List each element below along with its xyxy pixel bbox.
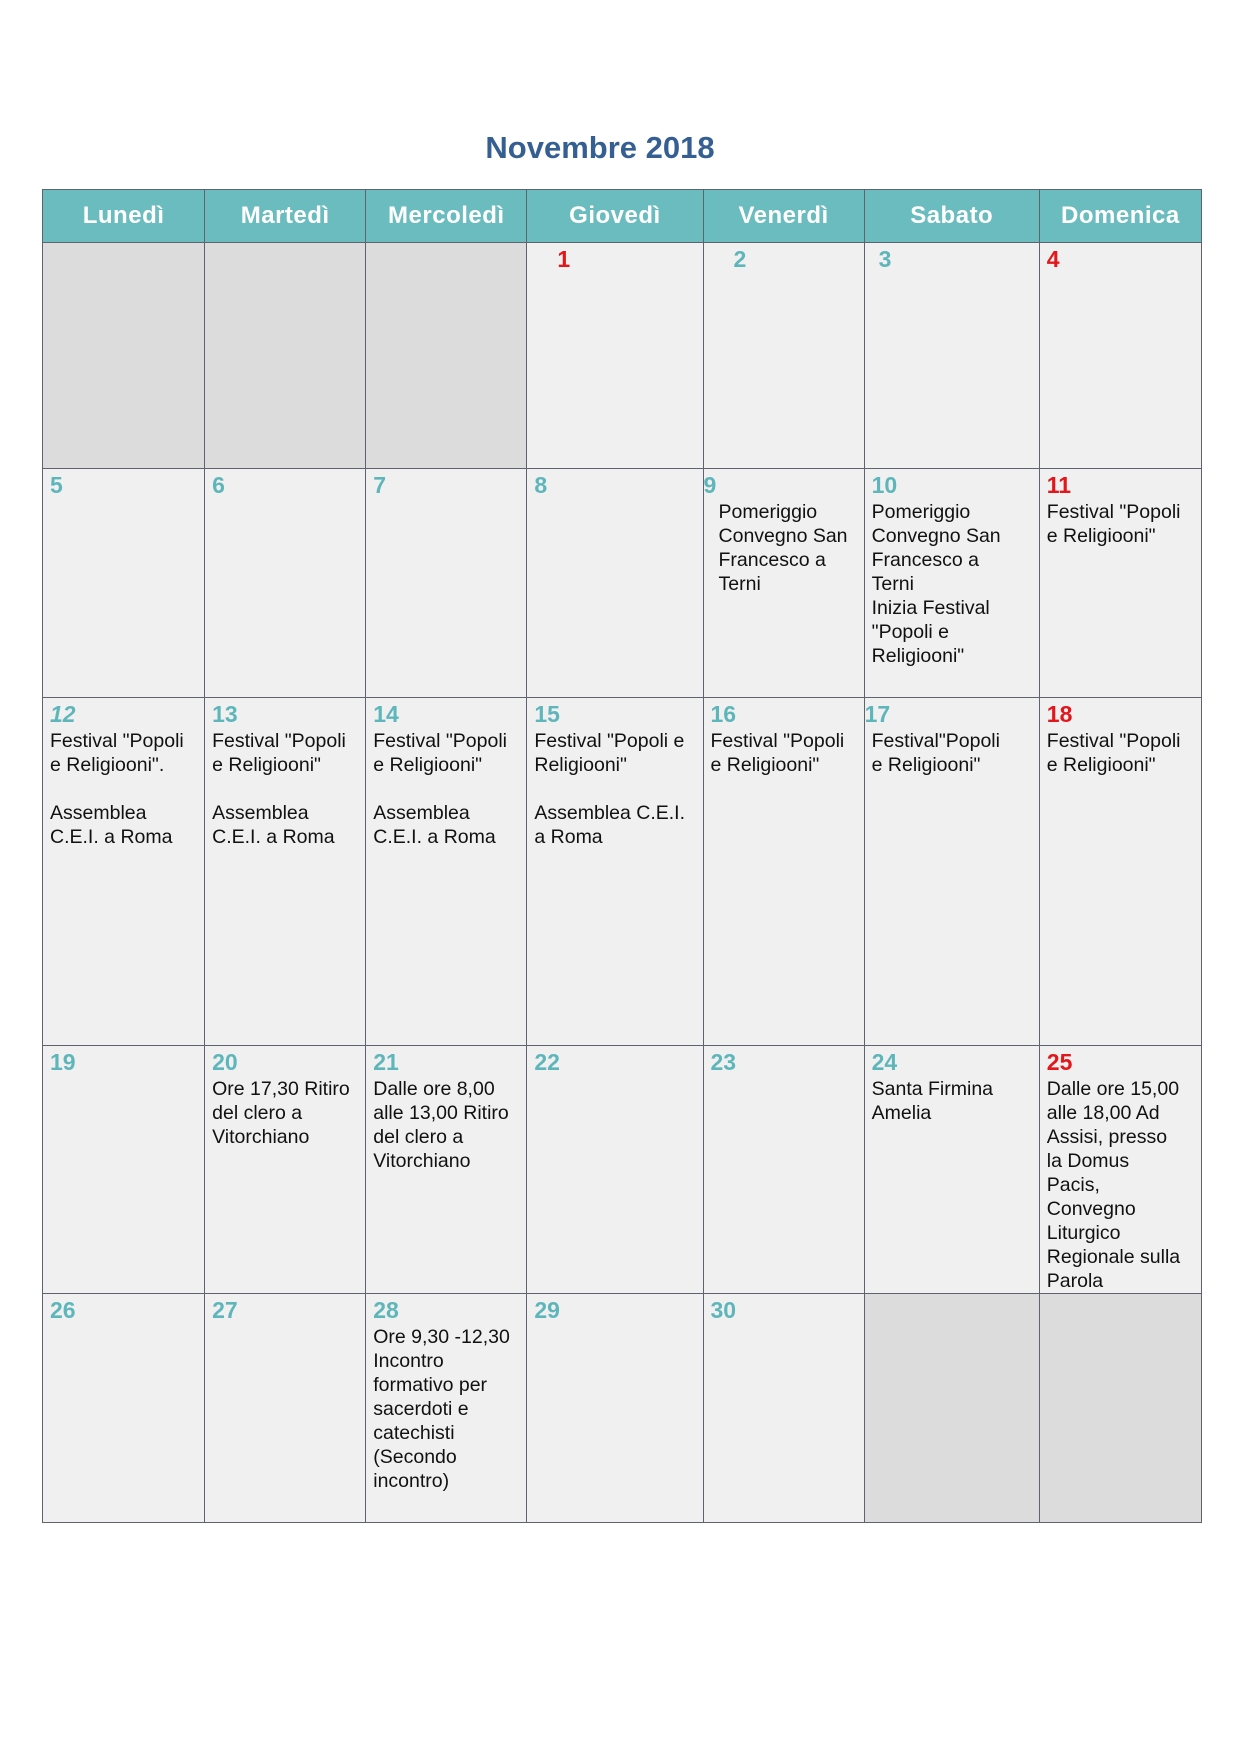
day-events bbox=[527, 1323, 702, 1325]
day-cell bbox=[366, 698, 527, 1046]
day-cell bbox=[703, 243, 864, 469]
day-number: 17 bbox=[864, 701, 891, 727]
day-events bbox=[527, 498, 702, 500]
day-number: 25 bbox=[1046, 1049, 1073, 1075]
day-cell bbox=[527, 698, 703, 1046]
day-events bbox=[366, 498, 526, 500]
day-cell bbox=[366, 469, 527, 698]
weekday-header-sunday: Domenica bbox=[1039, 190, 1201, 243]
day-events bbox=[43, 1075, 204, 1077]
weekday-header-tuesday: Martedì bbox=[205, 190, 366, 243]
day-events bbox=[205, 1323, 365, 1325]
day-cell bbox=[366, 1046, 527, 1294]
day-events bbox=[527, 1075, 702, 1077]
day-cell bbox=[43, 469, 205, 698]
day-events: Festival"Popoli e Religiooni" bbox=[871, 730, 1000, 776]
day-cell bbox=[1039, 243, 1201, 469]
day-number: 16 bbox=[710, 701, 737, 727]
day-events bbox=[865, 272, 1039, 274]
day-events: Festival "Popoli e Religiooni" bbox=[1046, 501, 1181, 547]
empty-day-cell bbox=[43, 243, 205, 469]
day-events bbox=[205, 498, 365, 500]
day-number: 5 bbox=[50, 472, 63, 498]
day-number: 28 bbox=[373, 1297, 399, 1323]
day-number: 10 bbox=[871, 472, 898, 498]
calendar-grid bbox=[42, 189, 1202, 1523]
week-row bbox=[43, 243, 1202, 469]
day-cell bbox=[527, 243, 703, 469]
day-number: 7 bbox=[373, 472, 387, 498]
day-cell bbox=[43, 1046, 205, 1294]
day-cell bbox=[205, 1294, 366, 1523]
day-number: 13 bbox=[212, 701, 238, 727]
day-cell bbox=[527, 1294, 703, 1523]
day-number: 26 bbox=[50, 1297, 76, 1323]
day-number: 6 bbox=[212, 472, 225, 498]
day-number: 30 bbox=[710, 1297, 737, 1323]
day-cell bbox=[1039, 469, 1201, 698]
day-number: 24 bbox=[871, 1049, 898, 1075]
day-number: 27 bbox=[212, 1297, 238, 1323]
day-number: 9 bbox=[703, 472, 717, 498]
day-cell bbox=[205, 469, 366, 698]
day-events: Pomeriggio Convegno San Francesco a Terni Inizia Festival "Popoli e Religiooni" bbox=[871, 501, 1001, 667]
day-events bbox=[43, 498, 204, 500]
empty-day-cell bbox=[205, 243, 366, 469]
page-title: Novembre 2018 bbox=[485, 130, 715, 165]
day-cell bbox=[527, 469, 703, 698]
day-number: 1 bbox=[557, 246, 571, 272]
day-number: 8 bbox=[534, 472, 548, 498]
day-number: 21 bbox=[373, 1049, 399, 1075]
day-events: Dalle ore 15,00 alle 18,00 Ad Assisi, presso la Domus Pacis, Convegno Liturgico Regionale sulla Parola bbox=[1046, 1078, 1181, 1292]
day-number: 19 bbox=[50, 1049, 76, 1075]
day-number: 2 bbox=[733, 246, 747, 272]
day-number: 29 bbox=[534, 1297, 560, 1323]
day-cell bbox=[703, 698, 864, 1046]
day-cell bbox=[43, 698, 205, 1046]
day-events bbox=[704, 1323, 864, 1325]
empty-day-cell bbox=[1039, 1294, 1201, 1523]
day-events: Festival "Popoli e Religiooni" bbox=[1046, 730, 1181, 776]
weekday-header-friday: Venerdì bbox=[703, 190, 864, 243]
day-events: Ore 9,30 -12,30 Incontro formativo per sacerdoti e catechisti (Secondo incontro) bbox=[373, 1326, 510, 1492]
day-events: Festival "Popoli e Religiooni". Assemblea C.E.I. a Roma bbox=[50, 730, 184, 848]
day-events bbox=[43, 1323, 204, 1325]
weekday-header-row bbox=[43, 190, 1202, 243]
day-number: 18 bbox=[1046, 701, 1073, 727]
weekday-header-saturday: Sabato bbox=[864, 190, 1039, 243]
weekday-header-thursday: Giovedì bbox=[527, 190, 703, 243]
day-cell bbox=[864, 1046, 1039, 1294]
day-events bbox=[704, 272, 864, 274]
week-row bbox=[43, 1294, 1202, 1523]
day-events: Festival "Popoli e Religiooni" Assemblea C.E.I. a Roma bbox=[212, 730, 346, 848]
day-cell bbox=[366, 1294, 527, 1523]
day-cell bbox=[205, 698, 366, 1046]
day-events bbox=[704, 1075, 864, 1077]
day-events: Dalle ore 8,00 alle 13,00 Ritiro del clero a Vitorchiano bbox=[373, 1078, 509, 1172]
day-events: Santa Firmina Amelia bbox=[871, 1078, 994, 1124]
day-number: 4 bbox=[1046, 246, 1060, 272]
day-number: 22 bbox=[534, 1049, 560, 1075]
day-events: Festival "Popoli e Religiooni" bbox=[710, 730, 845, 776]
day-number: 15 bbox=[534, 701, 560, 727]
day-events bbox=[527, 272, 702, 274]
day-cell bbox=[864, 243, 1039, 469]
empty-day-cell bbox=[366, 243, 527, 469]
weekday-header-wednesday: Mercoledì bbox=[366, 190, 527, 243]
day-cell bbox=[703, 469, 864, 698]
day-events bbox=[1040, 272, 1201, 274]
day-events: Ore 17,30 Ritiro del clero a Vitorchiano bbox=[212, 1078, 350, 1148]
weekday-header-monday: Lunedì bbox=[43, 190, 205, 243]
day-number: 11 bbox=[1046, 472, 1072, 498]
day-number: 3 bbox=[878, 246, 892, 272]
empty-day-cell bbox=[864, 1294, 1039, 1523]
day-cell bbox=[43, 1294, 205, 1523]
day-number: 23 bbox=[710, 1049, 737, 1075]
day-number: 14 bbox=[373, 701, 399, 727]
day-events: Festival "Popoli e Religiooni" Assemblea C.E.I. a Roma bbox=[534, 730, 686, 848]
day-cell bbox=[205, 1046, 366, 1294]
week-row bbox=[43, 469, 1202, 698]
day-events: Festival "Popoli e Religiooni" Assemblea C.E.I. a Roma bbox=[373, 730, 507, 848]
day-cell bbox=[1039, 1046, 1201, 1294]
day-cell bbox=[1039, 698, 1201, 1046]
day-cell bbox=[703, 1046, 864, 1294]
week-row bbox=[43, 1046, 1202, 1294]
day-number: 20 bbox=[212, 1049, 238, 1075]
day-cell bbox=[864, 469, 1039, 698]
day-cell bbox=[864, 698, 1039, 1046]
day-events: Pomeriggio Convegno San Francesco a Terni bbox=[718, 501, 848, 595]
day-number: 12 bbox=[50, 701, 76, 727]
week-row bbox=[43, 698, 1202, 1046]
day-cell bbox=[527, 1046, 703, 1294]
day-cell bbox=[703, 1294, 864, 1523]
